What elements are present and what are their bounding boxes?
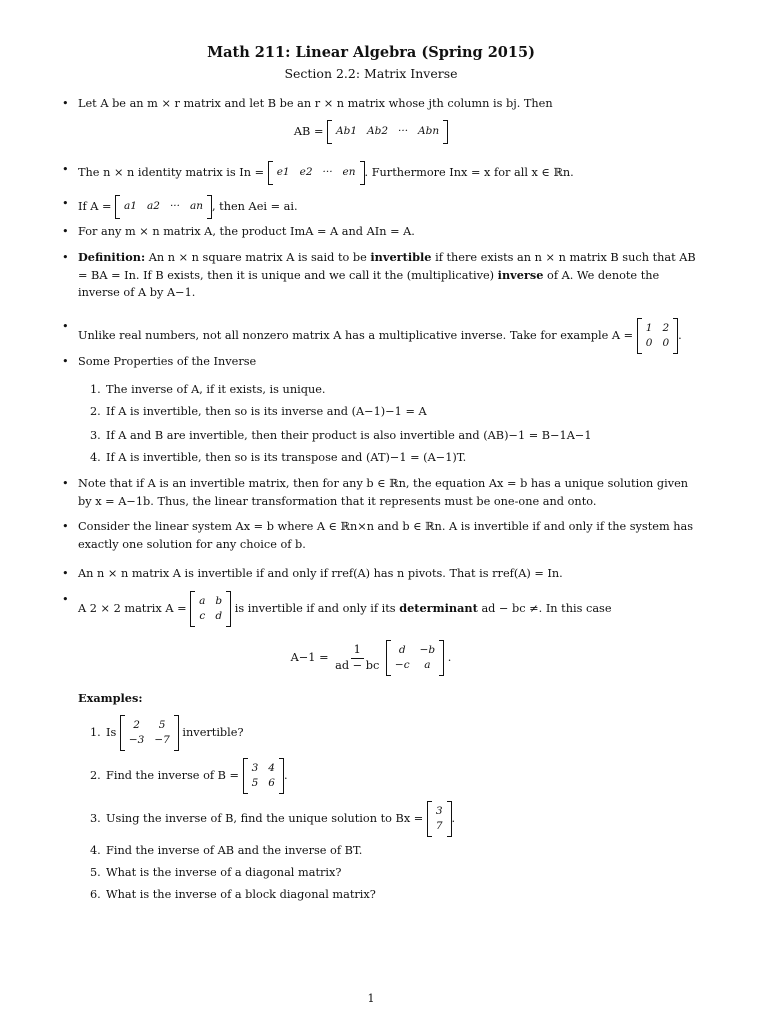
vector-rhs: 3 7: [427, 801, 452, 837]
ab-column-matrix: Ab1 Ab2 ··· Abn: [327, 120, 448, 144]
example-item: 4. Find the inverse of AB and the inverse of BT.: [90, 844, 363, 857]
bullet-definition: • Definition: An n × n square matrix A is said to be invertible if there exists an n × n matrix B such that AB = BA = In. If B exists, then it is unique and we call it the (multiplicative) inverse of A. We denote the inverse of A by A−1.: [64, 249, 700, 302]
bullet-properties: • Some Properties of the Inverse: [64, 353, 700, 371]
equation-ab-columns: AB = Ab1 Ab2 ··· Abn: [0, 120, 742, 144]
bullet-linear-system: • Consider the linear system Ax = b where A ∈ ℝn×n and b ∈ ℝn. A is invertible if and only if the system has exactly one solution for any choice of b.: [64, 518, 700, 553]
page-number: 1: [367, 992, 375, 1005]
list-item: 3. If A and B are invertible, then their product is also invertible and (AB)−1 = B−1A−1: [90, 429, 592, 442]
list-item: 4. If A is invertible, then so is its transpose and (AT)−1 = (A−1)T.: [90, 451, 467, 464]
example-item: 2. Find the inverse of B = 3 4 5 6 .: [90, 758, 288, 794]
bullet-identity-product: • For any m × n matrix A, the product ImA = A and AIn = A.: [64, 223, 700, 241]
list-item: 1. The inverse of A, if it exists, is unique.: [90, 383, 326, 396]
list-item: 2. If A is invertible, then so is its inverse and (A−1)−1 = A: [90, 405, 427, 418]
bullet-column-vectors: • If A = a1 a2 ··· an , then Aei = ai.: [64, 195, 700, 219]
example-item: 3. Using the inverse of B, find the unique solution to Bx = 3 7 .: [90, 801, 455, 837]
matrix-b: 3 4 5 6: [243, 758, 284, 794]
example1-matrix: 2 5 −3 −7: [120, 715, 179, 751]
definition-label: Definition:: [78, 250, 146, 264]
bullet-column-product: • Let A be an m × r matrix and let B be an r × n matrix whose jth column is bj. Then: [64, 95, 700, 113]
bullet-unique-solution: • Note that if A is an invertible matrix, then for any b ∈ ℝn, the equation Ax = b has a unique solution given by x = A−1b. Thus, the linear transformation that it represents must be one-one and onto.: [64, 475, 700, 510]
example-item: 1. Is 2 5 −3 −7 invertible?: [90, 715, 244, 751]
section-subtitle: Section 2.2: Matrix Inverse: [284, 66, 458, 81]
example-matrix: 1 2 0 0: [637, 318, 678, 354]
bullet-rref: • An n × n matrix A is invertible if and only if rref(A) has n pivots. That is rref(A) = In.: [64, 565, 700, 583]
inverse-fraction: $\frac{1}{ad - bc}$: [335, 642, 380, 672]
page-title: Math 211: Linear Algebra (Spring 2015): [207, 44, 535, 61]
inverse-matrix: d −b −c a: [386, 640, 444, 676]
a-column-matrix: a1 a2 ··· an: [115, 195, 212, 219]
bullet-non-invertible: • Unlike real numbers, not all nonzero matrix A has a multiplicative inverse. Take for example A = 1 2 0 0 .: [64, 318, 700, 354]
example-item: 5. What is the inverse of a diagonal matrix?: [90, 866, 342, 879]
equation-2x2-inverse: A−1 = $\frac{1}{ad - bc}$ d −b −c a .: [0, 640, 742, 676]
examples-heading: Examples:: [78, 691, 143, 705]
bullet-determinant: • A 2 × 2 matrix A = a b c d is invertible if and only if its determinant ad − bc ≠. In this case: [64, 591, 700, 627]
example-item: 6. What is the inverse of a block diagonal matrix?: [90, 888, 376, 901]
abcd-matrix: a b c d: [190, 591, 231, 627]
bullet-identity: • The n × n identity matrix is In = e1 e2 ··· en . Furthermore Inx = x for all x ∈ ℝn.: [64, 161, 700, 185]
identity-column-matrix: e1 e2 ··· en: [268, 161, 365, 185]
